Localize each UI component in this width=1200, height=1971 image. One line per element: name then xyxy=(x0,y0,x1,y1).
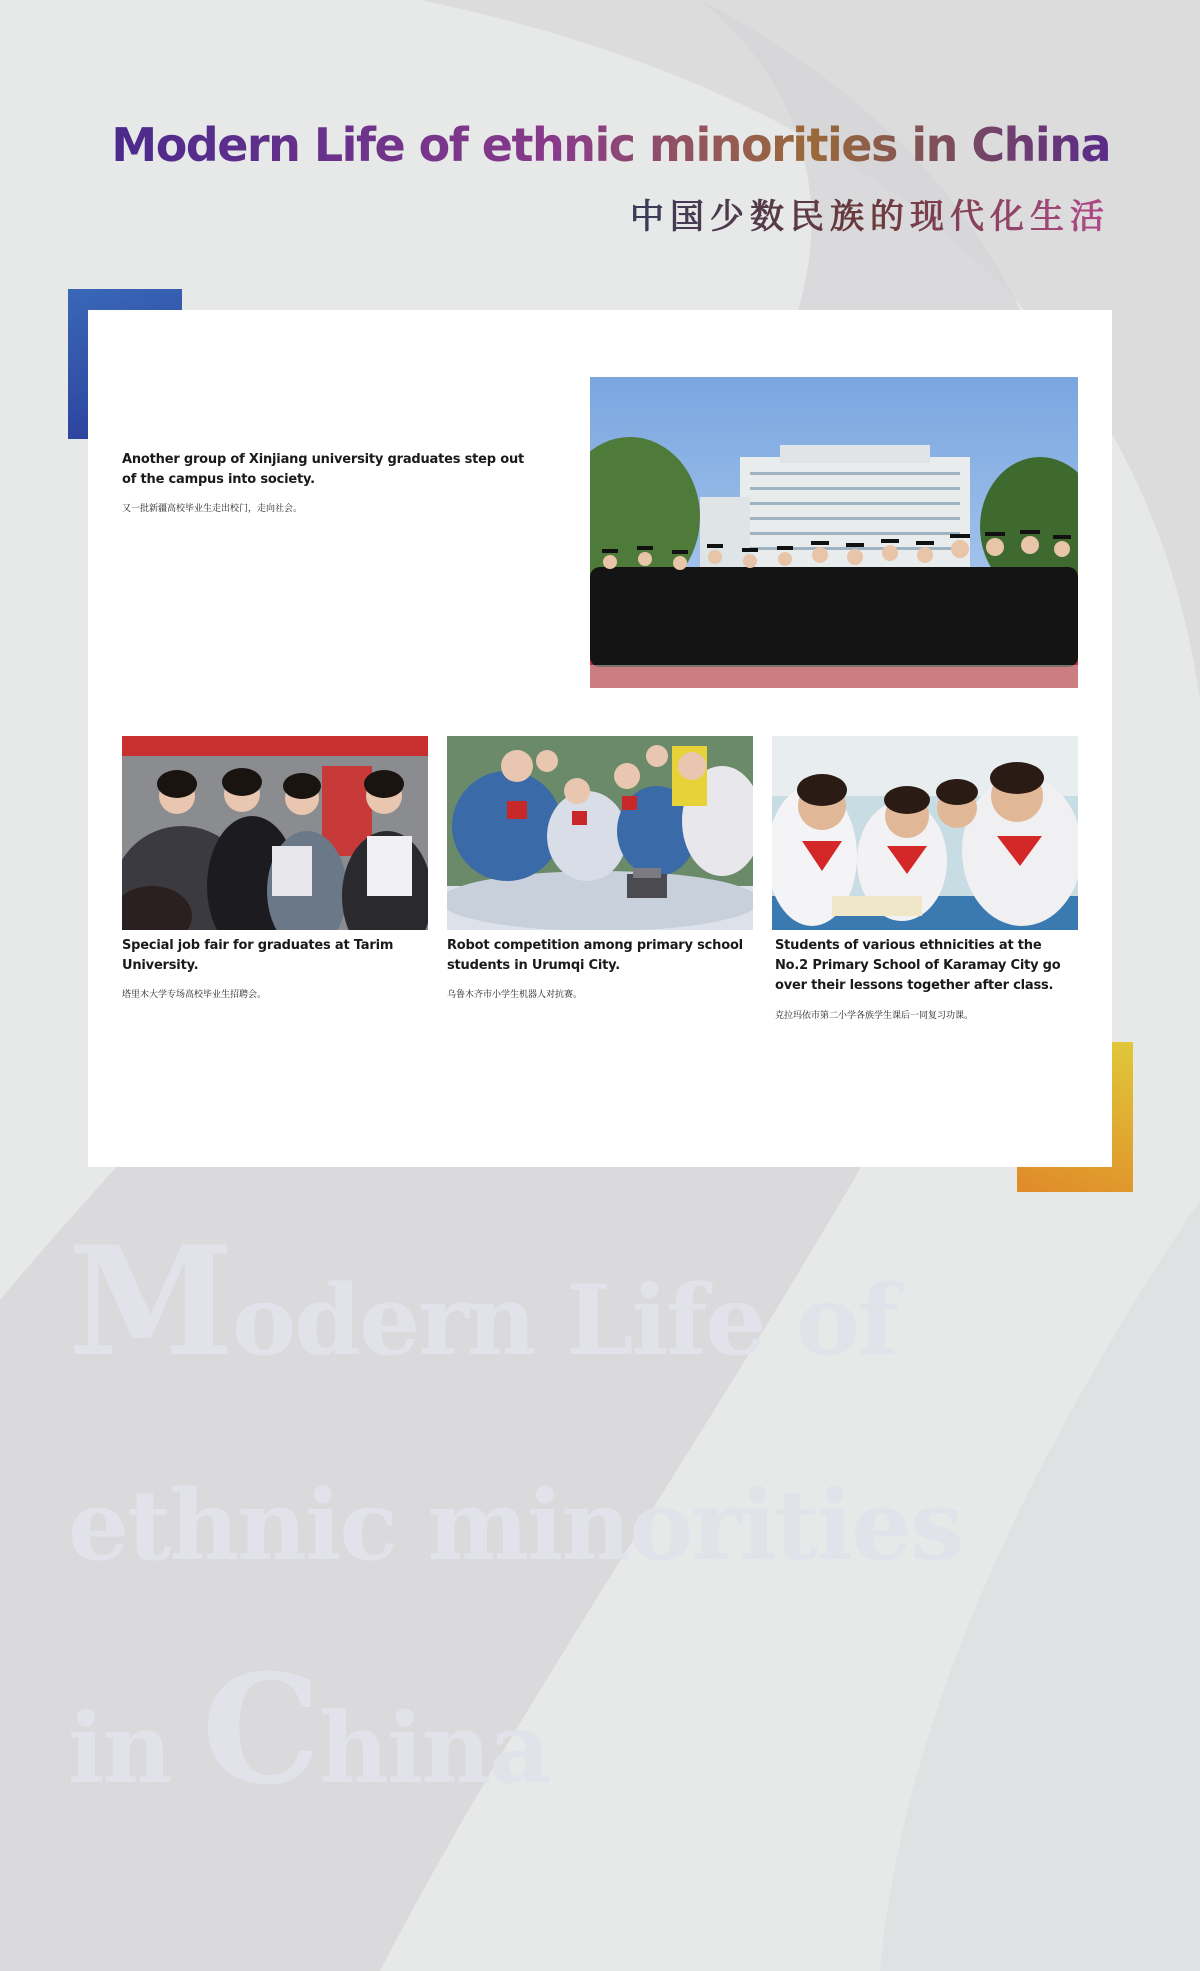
watermark-line-2: ethnic minorities xyxy=(68,1469,963,1582)
watermark-text xyxy=(68,1200,1128,1851)
students-studying-photo xyxy=(772,736,1078,930)
watermark-line-3: in China xyxy=(68,1642,550,1818)
robot-competition-photo xyxy=(447,736,753,930)
page-title: Modern Life of ethnic minorities in China xyxy=(111,118,1110,172)
watermark-line-1: Modern Life of xyxy=(68,1214,898,1390)
students-studying-caption: Students of various ethnicities at the No.2 Primary School of Karamay City go over their lessons together after class. xyxy=(775,938,1061,993)
job-fair-caption-chinese: 塔里木大学专场高校毕业生招聘会。 xyxy=(122,990,267,1000)
robot-competition-caption: Robot competition among primary school students in Urumqi City. xyxy=(447,938,743,973)
students-studying-caption-chinese: 克拉玛依市第二小学各族学生课后一同复习功课。 xyxy=(775,1011,974,1021)
job-fair-caption: Special job fair for graduates at Tarim University. xyxy=(122,938,394,973)
main-photo-caption-chinese: 又一批新疆高校毕业生走出校门，走向社会。 xyxy=(122,504,303,514)
main-photo-caption: Another group of Xinjiang university graduates step out of the campus into society. xyxy=(122,452,525,487)
content-card xyxy=(88,310,1112,1167)
graduates-photo xyxy=(590,377,1078,688)
page-subtitle-chinese: 中国少数民族的现代化生活 xyxy=(630,189,1110,238)
robot-competition-caption-chinese: 乌鲁木齐市小学生机器人对抗赛。 xyxy=(447,990,583,1000)
job-fair-photo xyxy=(122,736,428,930)
